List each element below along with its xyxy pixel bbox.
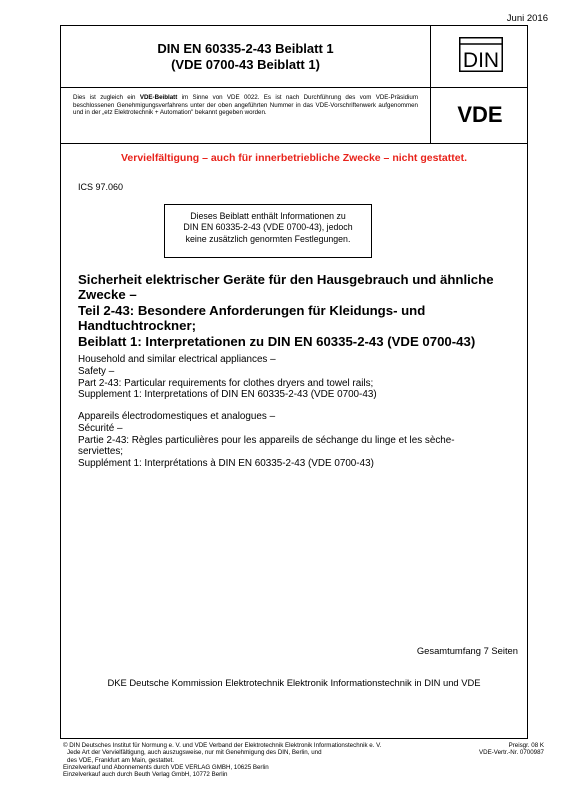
dke-line: DKE Deutsche Kommission Elektrotechnik Elektronik Informationstechnik in DIN und VDE <box>107 677 481 688</box>
ics-code: ICS 97.060 <box>78 182 124 192</box>
copyright-footer: © DIN Deutsches Institut für Normung e. V. und VDE Verband der Elektrotechnik Elektronik Informationstechnik e. V. Jede Art der Vervielfältigung, auch auszugsweise, nur mit Genehmigung des DIN, Berlin, und des VDE, Frankfurt am Main, gestattet. Einzelverkauf und Abonnements durch VDE VERLAG GMBH, 10625 Berlin Einzelverkauf auch durch Beuth Verlag GmbH, 10772 Berlin <box>63 742 382 779</box>
price-info <box>479 742 544 757</box>
total-pages: Gesamtumfang 7 Seiten <box>416 645 518 656</box>
issue-date: Juni 2016 <box>506 13 548 24</box>
din-logo-cell <box>431 26 528 88</box>
standard-title <box>61 26 431 88</box>
vde-number: (VDE 0700-43 Beiblatt 1) <box>171 57 320 72</box>
title-english: Household and similar electrical appliances – Safety – Part 2-43: Particular requirements for clothes dryers and towel rails; Supplement 1: Interpretations of DIN EN 60335-2-43 (VDE 0700-43) <box>78 354 377 401</box>
din-logo <box>459 37 503 72</box>
vde-logo <box>445 102 515 126</box>
vde-order-number: VDE-Vertr.-Nr. 0700987 <box>479 749 544 757</box>
standard-number: DIN EN 60335-2-43 Beiblatt 1 <box>157 41 334 56</box>
cover-frame <box>60 25 528 739</box>
copy-warning: Vervielfältigung – auch für innerbetriebliche Zwecke – nicht gestattet. <box>120 152 467 164</box>
title-french: Appareils électrodomestiques et analogues – Sécurité – Partie 2-43: Règles particulières pour les appareils de séchange du linge et les sèche- serviettes; Supplément 1: Interprétations à DIN EN 60335-2-43 (VDE 0700-43) <box>78 411 455 470</box>
title-german: Sicherheit elektrischer Geräte für den Hausgebrauch und ähnliche Zwecke – Teil 2-43: Besondere Anforderungen für Kleidungs- und Handtuchtrockner; Beiblatt 1: Interpretationen zu DIN EN 60335-2-43 (VDE 0700-43) <box>78 272 494 349</box>
vde-note: Dies ist zugleich ein VDE-Beiblatt im Sinne von VDE 0022. Es ist nach Durchführung des vom VDE-Präsidium beschlossenen Genehmigungsverfahrens unter der oben angeführten Nummer in das VDE-Vorschriftenwerk aufgenommen und in der „etz Elektrotechnik + Automation" bekannt gegeben worden. <box>61 88 431 144</box>
vde-logo-text: VDE <box>457 102 503 126</box>
price-group: Preisgr. 08 K <box>508 742 544 749</box>
info-box: Dieses Beiblatt enthält Informationen zu DIN EN 60335-2-43 (VDE 0700-43), jedoch keine zusätzlich genormten Festlegungen. <box>164 204 372 258</box>
vde-logo-cell <box>431 88 528 144</box>
din-logo-text: DIN <box>462 49 500 72</box>
